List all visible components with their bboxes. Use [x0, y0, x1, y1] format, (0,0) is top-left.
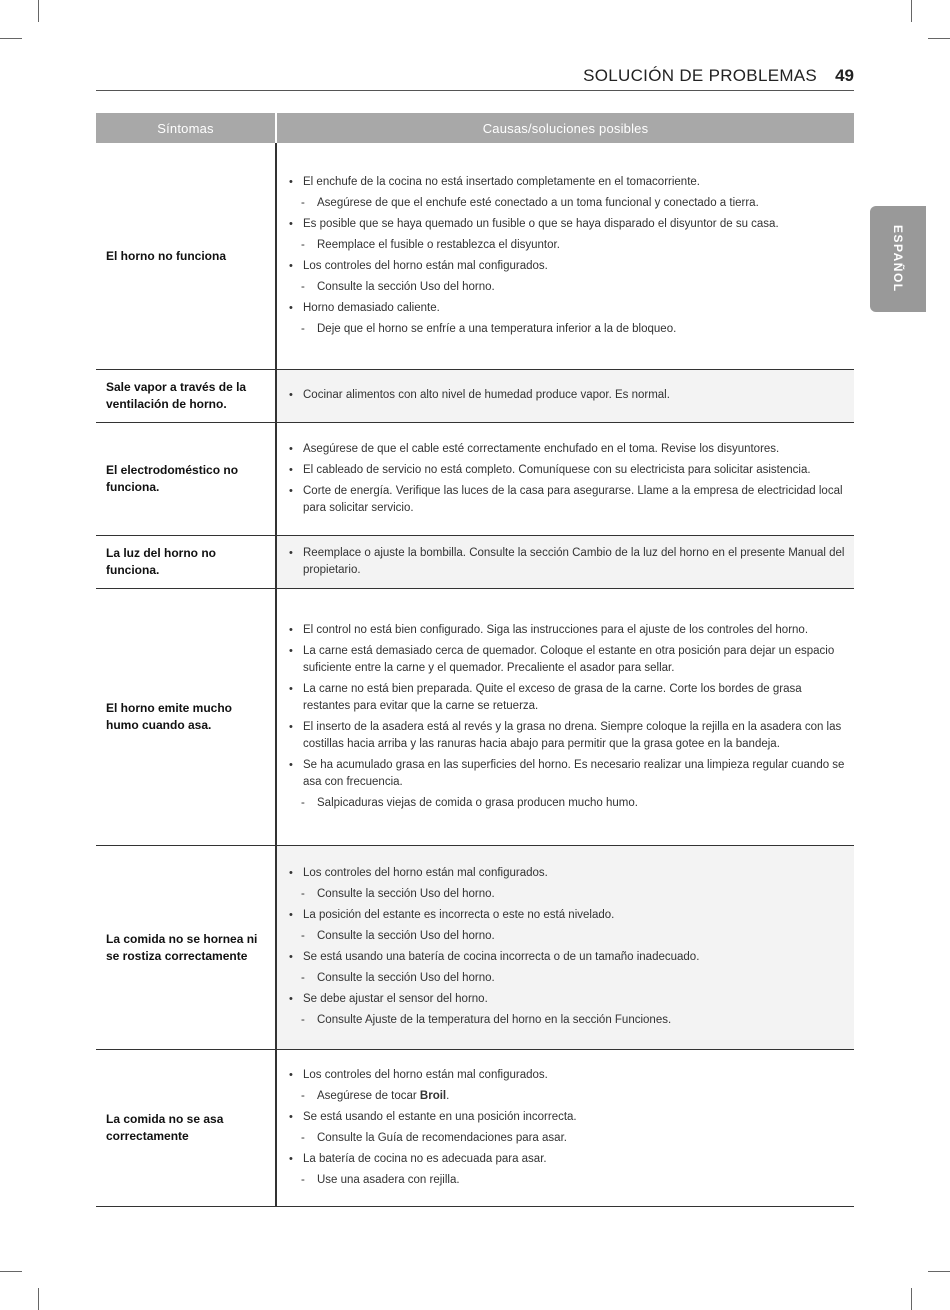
solution-item: - Reemplace el fusible o restablezca el disyuntor.: [301, 237, 846, 254]
solution-item: - Consulte la sección Uso del horno.: [301, 279, 846, 296]
crop-mark: [911, 1288, 912, 1310]
solution-item: - Consulte Ajuste de la temperatura del horno en la sección Funciones.: [301, 1012, 846, 1029]
cause-item: • Los controles del horno están mal configurados.: [287, 258, 846, 275]
crop-mark: [0, 38, 22, 39]
crop-mark: [911, 0, 912, 22]
cause-item: • El inserto de la asadera está al revés y la grasa no drena. Siempre coloque la rejilla en la asadera con las costillas hacia arriba y las ranuras hacia abajo para permitir que la grasa gotee en la bandeja.: [287, 719, 846, 753]
cause-item: • Corte de energía. Verifique las luces de la casa para asegurarse. Llame a la empresa de electricidad local para solicitar servicio.: [287, 483, 846, 517]
symptom-cell: La luz del horno no funciona.: [106, 546, 216, 577]
symptom-cell: El horno no funciona: [106, 248, 226, 263]
header-symptoms: Síntomas: [96, 113, 276, 143]
table-row: [96, 1050, 854, 1207]
solution-text: Asegúrese de tocar: [317, 1089, 420, 1102]
cause-item: • Horno demasiado caliente.: [287, 300, 846, 317]
cause-item: • Se debe ajustar el sensor del horno.: [287, 991, 846, 1008]
button-name-text: Broil: [419, 1089, 447, 1102]
solution-item: - Consulte la sección Uso del horno.: [301, 886, 846, 903]
troubleshooting-table: [96, 113, 854, 1207]
solution-item: - Consulte la sección Uso del horno.: [301, 970, 846, 987]
causes-cell: [276, 1050, 854, 1207]
table-row: [96, 536, 854, 589]
causes-cell: [276, 589, 854, 846]
table-row: [96, 589, 854, 846]
causes-cell: [276, 846, 854, 1050]
cause-item: • La carne no está bien preparada. Quite el exceso de grasa de la carne. Corte los bordes de grasa restantes para evitar que la carne se retuerza.: [287, 681, 846, 715]
solution-item: - Salpicaduras viejas de comida o grasa producen mucho humo.: [301, 795, 846, 812]
table-row: [96, 370, 854, 423]
cause-item: • El control no está bien configurado. Siga las instrucciones para el ajuste de los controles del horno.: [287, 622, 846, 639]
causes-cell: [276, 536, 854, 589]
symptom-cell: Sale vapor a través de la ventilación de horno.: [106, 380, 247, 411]
causes-cell: [276, 423, 854, 536]
symptom-cell: La comida no se asa correctamente: [106, 1112, 224, 1143]
solution-text-end: .: [446, 1089, 450, 1102]
cause-item: • La batería de cocina no es adecuada para asar.: [287, 1151, 846, 1168]
symptom-cell: El horno emite mucho humo cuando asa.: [106, 701, 233, 732]
header-causes: Causas/soluciones posibles: [276, 113, 854, 143]
cause-item: • Los controles del horno están mal configurados.: [287, 865, 846, 882]
causes-cell: [276, 370, 854, 423]
table-row: [96, 846, 854, 1050]
solution-item: - Asegúrese de que el enchufe esté conectado a un toma funcional y conectado a tierra.: [301, 195, 846, 212]
symptom-cell: La comida no se hornea ni se rostiza correctamente: [106, 931, 258, 963]
crop-mark: [0, 1271, 22, 1272]
table-header-row: [96, 113, 854, 143]
cause-item: • Cocinar alimentos con alto nivel de humedad produce vapor. Es normal.: [287, 387, 846, 404]
solution-item: - Use una asadera con rejilla.: [301, 1172, 846, 1189]
crop-mark: [38, 1288, 39, 1310]
cause-item: • Reemplace o ajuste la bombilla. Consulte la sección Cambio de la luz del horno en el presente Manual del propietario.: [287, 545, 846, 579]
solution-item: - Consulte la sección Uso del horno.: [301, 928, 846, 945]
symptom-cell: El electrodoméstico no funciona.: [106, 463, 239, 494]
table-body: [96, 143, 854, 1207]
solution-item: - Deje que el horno se enfríe a una temperatura inferior a la de bloqueo.: [301, 321, 846, 338]
cause-item: • La carne está demasiado cerca de quemador. Coloque el estante en otra posición para dejar un espacio suficiente entre la carne y el quemador. Precaliente el asador para sellar.: [287, 643, 846, 677]
language-tab-label: ESPAÑOL: [891, 225, 905, 293]
section-title: SOLUCIÓN DE PROBLEMAS: [583, 66, 818, 85]
table-row: [96, 423, 854, 536]
cause-item: • Se está usando el estante en una posición incorrecta.: [287, 1109, 846, 1126]
cause-item: • La posición del estante es incorrecta o este no está nivelado.: [287, 907, 846, 924]
cause-item: • Se ha acumulado grasa en las superficies del horno. Es necesario realizar una limpieza regular cuando se asa con frecuencia.: [287, 757, 846, 791]
cause-item: • Asegúrese de que el cable esté correctamente enchufado en el toma. Revise los disyuntores.: [287, 441, 846, 458]
cause-item: • Se está usando una batería de cocina incorrecta o de un tamaño inadecuado.: [287, 949, 846, 966]
solution-item: - Consulte la Guía de recomendaciones para asar.: [301, 1130, 846, 1147]
causes-cell: [276, 143, 854, 370]
page-header: [96, 64, 854, 91]
cause-item: • El cableado de servicio no está completo. Comuníquese con su electricista para solicitar asistencia.: [287, 462, 846, 479]
language-tab: [870, 206, 926, 312]
table-row: [96, 143, 854, 370]
crop-mark: [928, 1271, 950, 1272]
cause-item: • Es posible que se haya quemado un fusible o que se haya disparado el disyuntor de su casa.: [287, 216, 846, 233]
crop-mark: [928, 38, 950, 39]
solution-item: [301, 1088, 846, 1105]
crop-mark: [38, 0, 39, 22]
cause-item: • El enchufe de la cocina no está insertado completamente en el tomacorriente.: [287, 174, 846, 191]
cause-item: • Los controles del horno están mal configurados.: [287, 1067, 846, 1084]
page-number: 49: [835, 66, 854, 85]
